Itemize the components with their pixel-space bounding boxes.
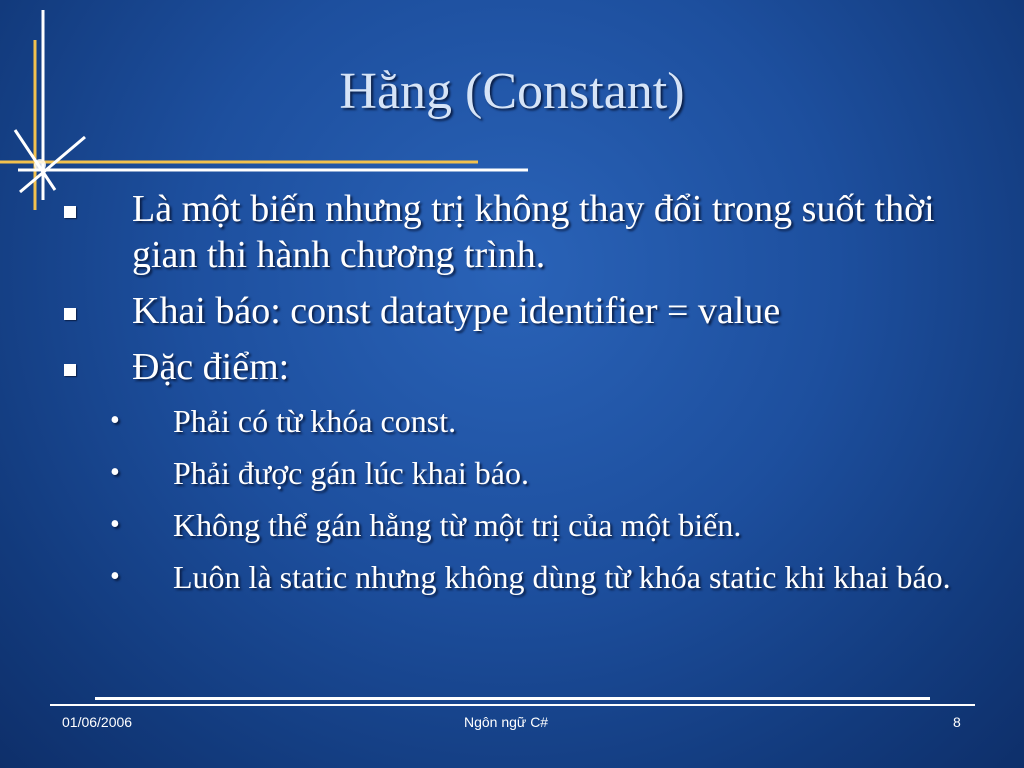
square-bullet-icon: [64, 206, 76, 218]
footer-title: Ngôn ngữ C#: [464, 714, 549, 730]
page-number: 8: [953, 714, 961, 730]
slide-title: Hằng (Constant): [339, 63, 685, 120]
dot-bullet-icon: •: [110, 561, 120, 592]
footer-date: 01/06/2006: [62, 714, 133, 730]
sub-list-item: [60, 402, 960, 440]
footer-divider: [95, 697, 930, 700]
list-item: [60, 344, 960, 390]
sub-list-item: [60, 454, 960, 492]
sub-bullet-text: Phải được gán lúc khai báo.: [173, 455, 529, 491]
sub-list-item: [60, 558, 960, 596]
bullet-list: [60, 186, 960, 610]
square-bullet-icon: [64, 308, 76, 320]
dot-bullet-icon: •: [110, 405, 120, 436]
sub-bullet-text: Phải có từ khóa const.: [173, 403, 457, 439]
list-item: [60, 288, 960, 334]
bullet-text: Là một biến nhưng trị không thay đổi trong suốt thời gian thi hành chương trình.: [132, 188, 935, 276]
sub-bullet-text: Luôn là static nhưng không dùng từ khóa static khi khai báo.: [173, 559, 951, 595]
dot-bullet-icon: •: [110, 457, 120, 488]
bullet-text: Khai báo: const datatype identifier = value: [132, 290, 781, 332]
footer-divider: [50, 704, 975, 706]
square-bullet-icon: [64, 364, 76, 376]
list-item: [60, 186, 960, 278]
bullet-text: Đặc điểm:: [132, 346, 290, 388]
sub-list-item: [60, 506, 960, 544]
sub-bullet-text: Không thể gán hằng từ một trị của một biến.: [173, 507, 742, 543]
dot-bullet-icon: •: [110, 509, 120, 540]
